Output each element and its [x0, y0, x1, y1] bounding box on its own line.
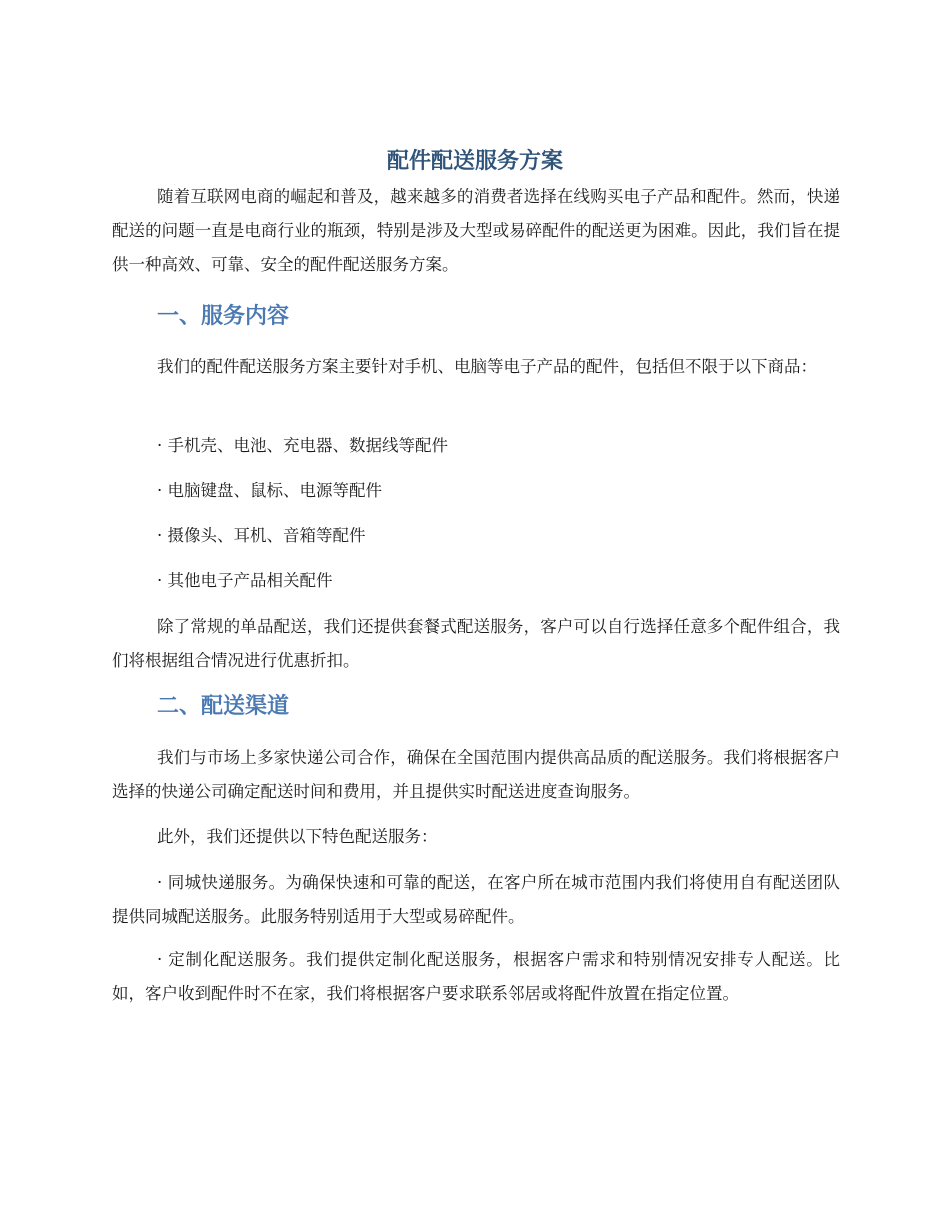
section-heading-service-content: 一、服务内容	[157, 304, 290, 329]
list-item: · 摄像头、耳机、音箱等配件	[157, 526, 366, 545]
package-paragraph: 除了常规的单品配送，我们还提供套餐式配送服务，客户可以自行选择任意多个配件组合，我们将根据组合情况进行优惠折扣。	[112, 617, 840, 670]
list-item: · 其他电子产品相关配件	[157, 571, 333, 590]
section-heading-delivery-channel: 二、配送渠道	[157, 694, 290, 719]
document-title: 配件配送服务方案	[386, 149, 563, 174]
custom-service-item: · 定制化配送服务。我们提供定制化配送服务，根据客户需求和特别情况安排专人配送。比如，客户收到配件时不在家，我们将根据客户要求联系邻居或将配件放置在指定位置。	[112, 950, 840, 1003]
service-intro-paragraph: 我们的配件配送服务方案主要针对手机、电脑等电子产品的配件，包括但不限于以下商品：	[157, 357, 817, 376]
intro-paragraph: 随着互联网电商的崛起和普及，越来越多的消费者选择在线购买电子产品和配件。然而，快递配送的问题一直是电商行业的瓶颈，特别是涉及大型或易碎配件的配送更为困难。因此，我们旨在提供一种高效、可靠、安全的配件配送服务方案。	[112, 187, 840, 274]
list-item: · 手机壳、电池、充电器、数据线等配件	[157, 436, 448, 455]
list-item: · 电脑键盘、鼠标、电源等配件	[157, 481, 382, 500]
special-services-intro: 此外，我们还提供以下特色配送服务：	[157, 827, 438, 846]
delivery-paragraph: 我们与市场上多家快递公司合作，确保在全国范围内提供高品质的配送服务。我们将根据客户选择的快递公司确定配送时间和费用，并且提供实时配送进度查询服务。	[112, 748, 840, 801]
same-city-service-item: · 同城快递服务。为确保快速和可靠的配送，在客户所在城市范围内我们将使用自有配送团队提供同城配送服务。此服务特别适用于大型或易碎配件。	[112, 873, 840, 926]
